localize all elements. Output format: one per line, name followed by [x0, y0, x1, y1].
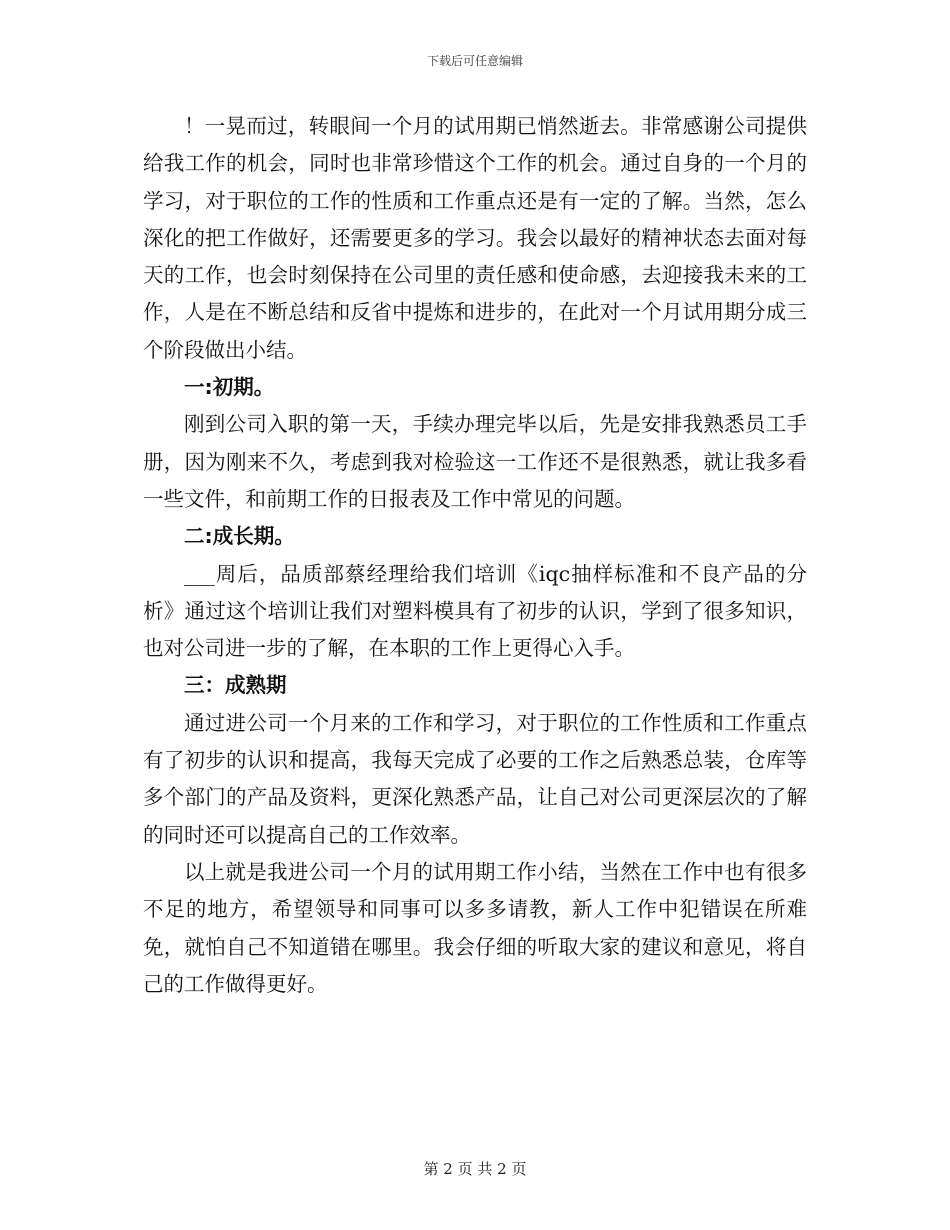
section-heading-initial: 一:初期。	[184, 375, 275, 400]
page-header: 下载后可任意编辑	[426, 54, 523, 68]
conclusion-paragraph: 以上就是我进公司一个月的试用期工作小结，当然在工作中也有很多不足的地方，希望领导和同事可以多多请教，新人工作中犯错误在所难免，就怕自己不知道错在哪里。我会仔细的听取大家的建议和意见，将自己的工作做得更好。	[143, 859, 807, 996]
section-heading-mature: 三：成熟期	[184, 673, 287, 698]
document-body	[143, 108, 807, 1003]
section-body-growth: ___周后，品质部蔡经理给我们培训《iqc抽样标准和不良产品的分析》通过这个培训让我们对塑料模具有了初步的认识，学到了很多知识，也对公司进一步的了解，在本职的工作上更得心入手。	[143, 561, 807, 661]
page-footer: 第 2 页 共 2 页	[423, 1160, 527, 1178]
section-body-mature: 通过进公司一个月来的工作和学习，对于职位的工作性质和工作重点有了初步的认识和提高，我每天完成了必要的工作之后熟悉总装，仓库等多个部门的产品及资料，更深化熟悉产品，让自己对公司更深层次的了解的同时还可以提高自己的工作效率。	[143, 710, 807, 847]
section-body-initial: 刚到公司入职的第一天，手续办理完毕以后，先是安排我熟悉员工手册，因为刚来不久，考虑到我对检验这一工作还不是很熟悉，就让我多看一些文件，和前期工作的日报表及工作中常见的问题。	[143, 412, 807, 511]
section-heading-growth: 二:成长期。	[184, 524, 295, 549]
intro-paragraph: ！一晃而过，转眼间一个月的试用期已悄然逝去。非常感谢公司提供给我工作的机会，同时也非常珍惜这个工作的机会。通过自身的一个月的学习，对于职位的工作的性质和工作重点还是有一定的了解。当然，怎么深化的把工作做好，还需要更多的学习。我会以最好的精神状态去面对每天的工作，也会时刻保持在公司里的责任感和使命感，去迎接我未来的工作，人是在不断总结和反省中提炼和进步的，在此对一个月试用期分成三个阶段做出小结。	[143, 114, 807, 362]
